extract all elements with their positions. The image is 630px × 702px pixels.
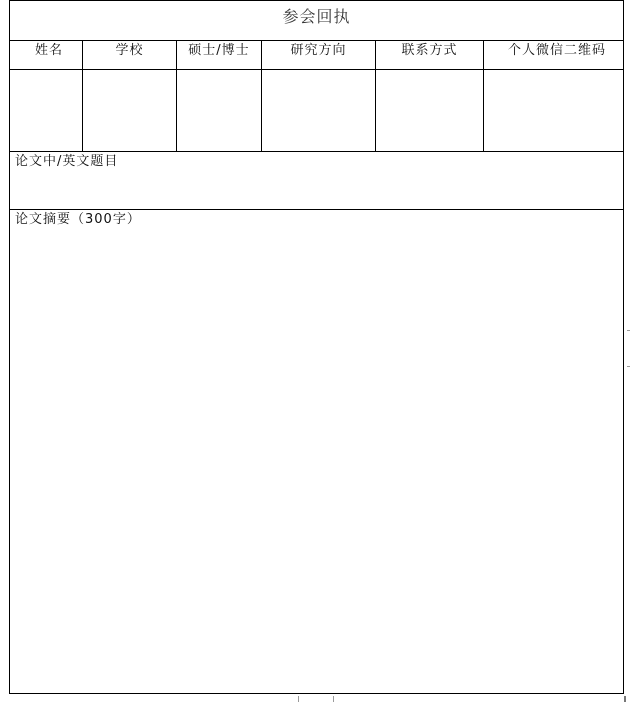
header-name: 姓名 <box>10 41 83 69</box>
header-row <box>10 41 623 70</box>
degree-input-cell[interactable] <box>177 70 262 151</box>
paper-title-label: 论文中/英文题目 <box>15 154 119 169</box>
name-input-cell[interactable] <box>10 70 83 151</box>
header-degree: 硕士/博士 <box>177 41 262 69</box>
page-edge-mark <box>333 696 334 702</box>
header-school: 学校 <box>83 41 177 69</box>
abstract-label: 论文摘要（300字） <box>15 212 141 227</box>
header-wechat: 个人微信二维码 <box>508 43 607 58</box>
entry-row <box>10 70 623 152</box>
wechat-qr-cell[interactable] <box>484 70 623 151</box>
paper-title-field[interactable] <box>10 152 623 210</box>
header-research: 研究方向 <box>262 41 376 69</box>
form-title: 参会回执 <box>10 1 623 41</box>
contact-input-cell[interactable] <box>376 70 484 151</box>
research-input-cell[interactable] <box>262 70 376 151</box>
page-corner-mark <box>624 696 626 702</box>
registration-form <box>9 0 624 694</box>
abstract-value[interactable] <box>15 229 623 249</box>
school-input-cell[interactable] <box>83 70 177 151</box>
page-edge-mark <box>298 696 299 702</box>
header-contact: 联系方式 <box>376 41 484 69</box>
abstract-field[interactable] <box>10 210 623 693</box>
paper-title-value[interactable] <box>15 171 623 191</box>
